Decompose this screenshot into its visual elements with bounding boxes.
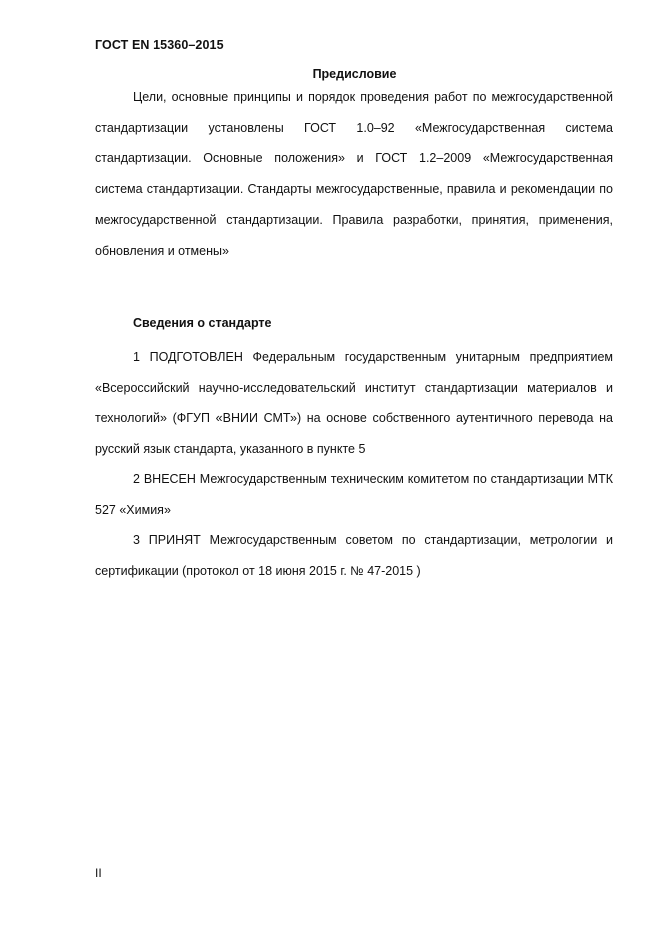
standard-info-item-2: 2 ВНЕСЕН Межгосударственным техническим комитетом по стандартизации МТК 527 «Химия»	[95, 472, 613, 517]
standard-info-item-3: 3 ПРИНЯТ Межгосударственным советом по стандартизации, метрологии и сертификации (протокол от 18 июня 2015 г. № 47-2015 )	[95, 533, 613, 578]
standard-info-title: Сведения о стандарте	[133, 316, 272, 330]
document-code: ГОСТ EN 15360–2015	[95, 38, 224, 52]
foreword-title: Предисловие	[312, 67, 397, 81]
page-number: II	[95, 866, 102, 880]
foreword-paragraph: Цели, основные принципы и порядок проведения работ по межгосударственной стандартизации установлены ГОСТ 1.0–92 «Межгосударственная система стандартизации. Основные положения» и ГОСТ 1.2–2009 «Межгосударственная система стандартизации. Стандарты межгосударственные, правила и рекомендации по межгосударственной стандартизации. Правила разработки, принятия, применения, обновления и отмены»	[95, 90, 613, 258]
standard-info-item-1: 1 ПОДГОТОВЛЕН Федеральным государственным унитарным предприятием «Всероссийский научно-исследовательский институт стандартизации материалов и технологий» (ФГУП «ВНИИ СМТ») на основе собственного аутентичного перевода на русский язык стандарта, указанного в пункте 5	[95, 350, 613, 456]
